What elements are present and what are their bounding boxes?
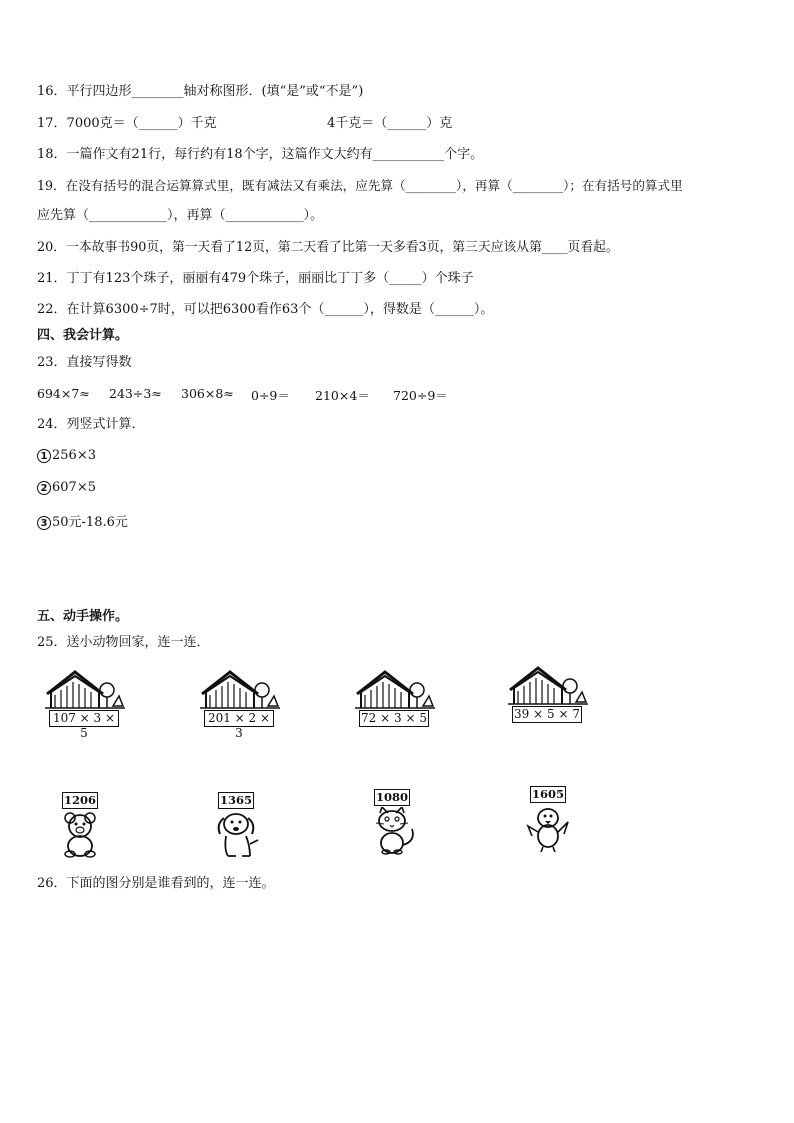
- house-label: 201 × 2 × 3: [204, 710, 274, 727]
- question-19-line2: 应先算（____________），再算（____________）。: [37, 208, 324, 223]
- calc-item-2: 2 607×5: [37, 480, 96, 496]
- house-2: [200, 668, 280, 740]
- house-icon: [355, 668, 435, 712]
- question-23: 23．直接写得数: [37, 355, 132, 370]
- question-17-left: 17．7000克＝（______）千克: [37, 116, 217, 131]
- house-label: 39 × 5 × 7: [512, 706, 582, 723]
- question-16: 16．平行四边形________轴对称图形．(填“是”或“不是”): [37, 84, 364, 99]
- house-icon: [45, 668, 125, 712]
- house-label: 107 × 3 × 5: [49, 710, 119, 727]
- question-21: 21．丁丁有123个珠子，丽丽有479个珠子，丽丽比丁丁多（_____）个珠子: [37, 271, 474, 286]
- animal-sign: 1080: [375, 790, 408, 804]
- animal-sign: 1365: [219, 793, 252, 807]
- expr-5: 210×4＝: [315, 388, 370, 403]
- calc-item-1: 1 256×3: [37, 448, 96, 464]
- expr-1: 694×7≈: [37, 386, 90, 401]
- question-26: 26．下面的图分别是谁看到的，连一连。: [37, 876, 275, 891]
- animal-chick: [518, 786, 578, 866]
- house-3: [355, 668, 435, 732]
- animal-dog: [206, 792, 266, 872]
- cat-icon: [362, 807, 422, 855]
- circled-number: 3: [37, 516, 51, 530]
- house-1: [45, 668, 125, 740]
- expr-6: 720÷9＝: [393, 388, 448, 403]
- house-4: [508, 664, 588, 728]
- animal-cat: [362, 789, 422, 869]
- animal-bear: [50, 792, 110, 872]
- expr-3: 306×8≈: [181, 386, 234, 401]
- question-18: 18．一篇作文有21行，每行约有18个字，这篇作文大约有___________个字。: [37, 147, 484, 162]
- question-17-right: 4千克＝（______）克: [327, 116, 453, 131]
- dog-icon: [206, 810, 266, 858]
- bear-icon: [50, 810, 110, 858]
- question-24: 24．列竖式计算．: [37, 417, 145, 432]
- circled-number: 2: [37, 481, 51, 495]
- section-4-title: 四、我会计算。: [37, 328, 129, 343]
- chick-icon: [518, 804, 578, 852]
- question-20: 20．一本故事书90页，第一天看了12页，第二天看了比第一天多看3页，第三天应该从第____页看起。: [37, 240, 619, 255]
- animal-sign: 1605: [531, 787, 564, 801]
- house-label: 72 × 3 × 5: [359, 710, 429, 727]
- expr-2: 243÷3≈: [109, 386, 162, 401]
- house-icon: [508, 664, 588, 708]
- house-icon: [200, 668, 280, 712]
- expr-4: 0÷9＝: [251, 388, 290, 403]
- question-25: 25．送小动物回家，连一连．: [37, 635, 210, 650]
- mental-math-row: [37, 386, 557, 402]
- circled-number: 1: [37, 449, 51, 463]
- calc-item-3: 3 50元-18.6元: [37, 515, 128, 531]
- section-5-title: 五、动手操作。: [37, 609, 129, 624]
- question-19-line1: 19．在没有括号的混合运算算式里，既有减法又有乘法，应先算（________），再算（________）；在有括号的算式里: [37, 178, 683, 193]
- animal-sign: 1206: [63, 793, 96, 807]
- question-22: 22．在计算6300÷7时，可以把6300看作63个（______），得数是（______）。: [37, 302, 494, 317]
